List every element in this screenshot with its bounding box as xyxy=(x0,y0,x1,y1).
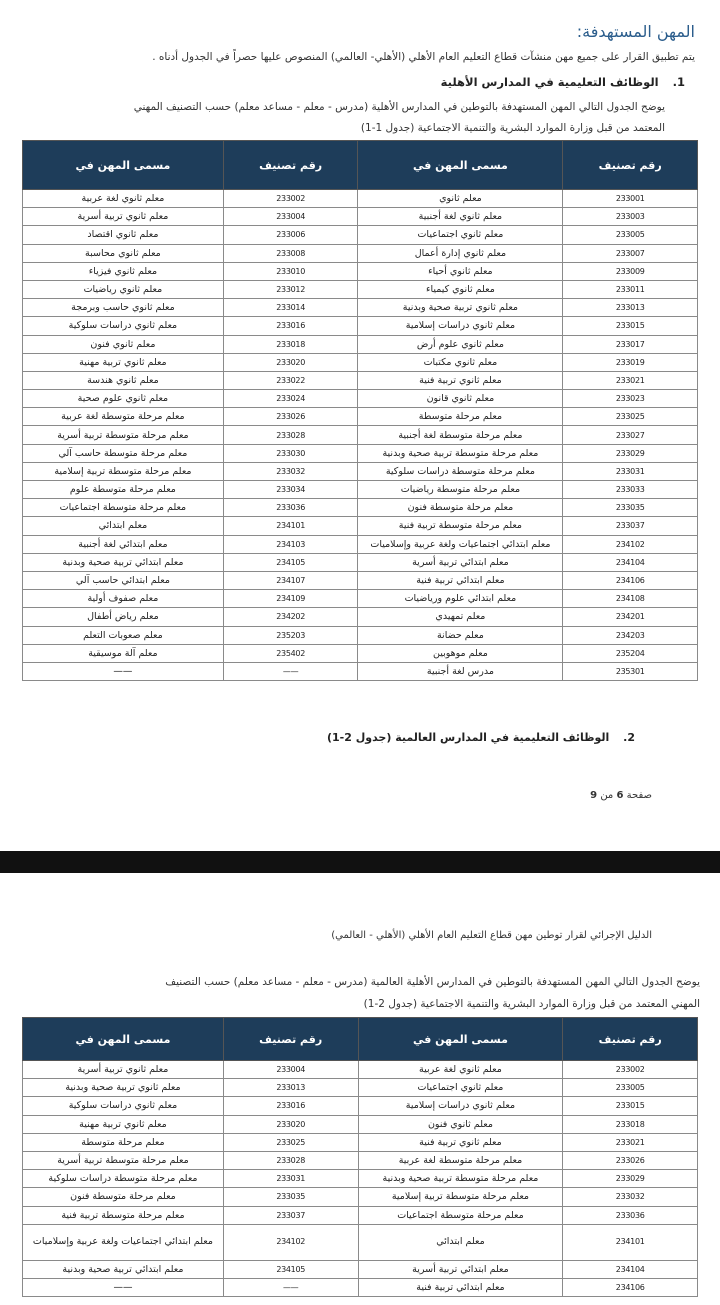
occupation-title-cell: معلم حضانة xyxy=(358,626,563,644)
section1-heading xyxy=(45,75,685,89)
occupation-title-cell: معلم ثانوي دراسات سلوكية xyxy=(23,317,224,335)
classification-number-cell: 234104 xyxy=(563,1261,698,1279)
occupation-title-cell: معلم ثانوي تربية أسرية xyxy=(23,208,224,226)
section2-title: الوظائف التعليمية في المدارس العالمية (جدول 2-1) xyxy=(326,731,610,744)
classification-number-cell: 233002 xyxy=(563,1061,698,1079)
table-row xyxy=(23,190,698,208)
classification-number-cell: 233028 xyxy=(223,1151,358,1169)
classification-number-cell: 233031 xyxy=(563,462,698,480)
classification-number-cell: 234106 xyxy=(563,1279,698,1297)
table-row xyxy=(23,1079,698,1097)
classification-number-cell: —— xyxy=(223,1279,358,1297)
table-row xyxy=(23,499,698,517)
occupation-title-cell: —— xyxy=(23,1279,224,1297)
classification-number-cell: 233030 xyxy=(223,444,358,462)
jobs-table-local-schools xyxy=(22,140,698,681)
classification-number-cell: 233027 xyxy=(563,426,698,444)
occupation-title-cell: معلم ثانوي حاسب وبرمجة xyxy=(23,299,224,317)
table-row xyxy=(23,590,698,608)
occupation-title-cell: معلم مرحلة متوسطة دراسات سلوكية xyxy=(358,462,563,480)
classification-number-cell: 233002 xyxy=(223,190,358,208)
classification-number-cell: 234105 xyxy=(223,1261,358,1279)
occupation-title-cell: معلم ثانوي اجتماعيات xyxy=(358,1079,563,1097)
page-title: المهن المستهدفة: xyxy=(576,22,695,41)
classification-number-cell: 233005 xyxy=(563,1079,698,1097)
classification-number-cell: —— xyxy=(223,662,358,680)
table-row xyxy=(23,444,698,462)
classification-number-cell: 234106 xyxy=(563,571,698,589)
classification-number-cell: 234107 xyxy=(223,571,358,589)
occupation-title-cell: معلم ثانوي تربية صحية وبدنية xyxy=(23,1079,224,1097)
occupation-title-cell: معلم ثانوي رياضيات xyxy=(23,280,224,298)
occupation-title-cell: معلم ثانوي فنون xyxy=(23,335,224,353)
occupation-title-cell: معلم ثانوي دراسات سلوكية xyxy=(23,1097,224,1115)
occupation-title-cell: مدرس لغة أجنبية xyxy=(358,662,563,680)
classification-number-cell: 233018 xyxy=(563,1115,698,1133)
table-row xyxy=(23,626,698,644)
occupation-title-cell: معلم ثانوي تربية مهنية xyxy=(23,1115,224,1133)
occupation-title-cell: معلم ثانوي قانون xyxy=(358,390,563,408)
section2-number: 2. xyxy=(623,731,635,744)
occupation-title-cell: معلم مرحلة متوسطة تربية فنية xyxy=(358,517,563,535)
table-row xyxy=(23,1151,698,1169)
classification-number-cell: 233014 xyxy=(223,299,358,317)
occupation-title-cell: معلم ثانوي كيمياء xyxy=(358,280,563,298)
occupation-title-cell: معلم مرحلة متوسطة تربية إسلامية xyxy=(358,1188,563,1206)
classification-number-cell: 233007 xyxy=(563,244,698,262)
classification-number-cell: 233023 xyxy=(563,390,698,408)
classification-number-cell: 233037 xyxy=(223,1206,358,1224)
occupation-title-cell: معلم صعوبات التعلم xyxy=(23,626,224,644)
intro-paragraph: يتم تطبيق القرار على جميع مهن منشآت قطاع التعليم العام الأهلي (الأهلي- العالمي) المنصوص عليها حصراً في الجدول أدناه . xyxy=(152,51,695,63)
occupation-title-cell: معلم ثانوي تربية مهنية xyxy=(23,353,224,371)
classification-number-cell: 233029 xyxy=(563,444,698,462)
occupation-title-cell: معلم ثانوي تربية فنية xyxy=(358,371,563,389)
classification-number-cell: 233018 xyxy=(223,335,358,353)
occupation-title-cell: معلم ابتدائي علوم ورياضيات xyxy=(358,590,563,608)
classification-number-cell: 233019 xyxy=(563,353,698,371)
table-row xyxy=(23,1261,698,1279)
table-row xyxy=(23,1206,698,1224)
classification-number-cell: 233016 xyxy=(223,1097,358,1115)
classification-number-cell: 235204 xyxy=(563,644,698,662)
occupation-title-cell: —— xyxy=(23,662,224,680)
occupation-title-cell: معلم ثانوي إدارة أعمال xyxy=(358,244,563,262)
classification-number-cell: 234203 xyxy=(563,626,698,644)
occupation-title-cell: معلم ابتدائي اجتماعيات ولغة عربية وإسلاميات xyxy=(358,535,563,553)
classification-number-cell: 234201 xyxy=(563,608,698,626)
table-row xyxy=(23,208,698,226)
classification-number-cell: 233024 xyxy=(223,390,358,408)
occupation-title-cell: معلم ثانوي اقتصاد xyxy=(23,226,224,244)
occupation-title-cell: معلم ابتدائي xyxy=(23,517,224,535)
occupation-title-cell: معلم ثانوي xyxy=(358,190,563,208)
occupation-title-cell: معلم مرحلة متوسطة فنون xyxy=(358,499,563,517)
classification-number-cell: 234103 xyxy=(223,535,358,553)
occupation-title-cell: معلم مرحلة متوسطة تربية أسرية xyxy=(23,1151,224,1169)
occupation-title-cell: معلم ابتدائي لغة أجنبية xyxy=(23,535,224,553)
occupation-title-cell: معلم ثانوي لغة أجنبية xyxy=(358,208,563,226)
occupation-title-cell: معلم مرحلة متوسطة تربية فنية xyxy=(23,1206,224,1224)
section1-number: 1. xyxy=(672,75,685,89)
classification-number-cell: 233022 xyxy=(223,371,358,389)
header-occupation-title: مسمى المهن في xyxy=(358,1018,563,1061)
page2-paragraph-line2: المهني المعتمد من قبل وزارة الموارد البشرية والتنمية الاجتماعية (جدول 2-1) xyxy=(363,998,700,1010)
table-row xyxy=(23,299,698,317)
classification-number-cell: 234105 xyxy=(223,553,358,571)
classification-number-cell: 233003 xyxy=(563,208,698,226)
section1-title: الوظائف التعليمية في المدارس الأهلية xyxy=(440,75,659,89)
header-classification-number: رقم تصنيف xyxy=(223,1018,358,1061)
occupation-title-cell: معلم ابتدائي تربية صحية وبدنية xyxy=(23,1261,224,1279)
table-row xyxy=(23,353,698,371)
classification-number-cell: 233025 xyxy=(223,1133,358,1151)
classification-number-cell: 233020 xyxy=(223,1115,358,1133)
classification-number-cell: 233032 xyxy=(223,462,358,480)
occupation-title-cell: معلم مرحلة متوسطة حاسب آلي xyxy=(23,444,224,462)
header-occupation-title: مسمى المهن في xyxy=(23,1018,224,1061)
header-occupation-title: مسمى المهن في xyxy=(23,141,224,190)
classification-number-cell: 234102 xyxy=(223,1224,358,1260)
occupation-title-cell: معلم ابتدائي تربية صحية وبدنية xyxy=(23,553,224,571)
occupation-title-cell: معلم ثانوي فيزياء xyxy=(23,262,224,280)
occupation-title-cell: معلم ثانوي دراسات إسلامية xyxy=(358,317,563,335)
classification-number-cell: 233035 xyxy=(223,1188,358,1206)
classification-number-cell: 233016 xyxy=(223,317,358,335)
occupation-title-cell: معلم مرحلة متوسطة لغة أجنبية xyxy=(358,426,563,444)
page-total: 9 xyxy=(590,790,598,801)
table-row xyxy=(23,226,698,244)
occupation-title-cell: معلم موهوبين xyxy=(358,644,563,662)
occupation-title-cell: معلم مرحلة متوسطة تربية أسرية xyxy=(23,426,224,444)
classification-number-cell: 233011 xyxy=(563,280,698,298)
occupation-title-cell: معلم ثانوي لغة عربية xyxy=(358,1061,563,1079)
classification-number-cell: 233015 xyxy=(563,317,698,335)
occupation-title-cell: معلم مرحلة متوسطة تربية صحية وبدنية xyxy=(358,1170,563,1188)
classification-number-cell: 235203 xyxy=(223,626,358,644)
page-label: صفحة xyxy=(626,790,652,801)
occupation-title-cell: معلم مرحلة متوسطة لغة عربية xyxy=(358,1151,563,1169)
classification-number-cell: 233025 xyxy=(563,408,698,426)
occupation-title-cell: معلم ابتدائي اجتماعيات ولغة عربية وإسلاميات xyxy=(23,1224,224,1260)
classification-number-cell: 233005 xyxy=(563,226,698,244)
page2-paragraph-line1: يوضح الجدول التالي المهن المستهدفة بالتوطين في المدارس الأهلية العالمية (مدرس - معلم - مساعد معلم) حسب التصنيف xyxy=(165,976,700,988)
classification-number-cell: 233036 xyxy=(563,1206,698,1224)
occupation-title-cell: معلم ثانوي علوم صحية xyxy=(23,390,224,408)
table-row xyxy=(23,535,698,553)
page-of: من xyxy=(600,790,614,801)
occupation-title-cell: معلم رياض أطفال xyxy=(23,608,224,626)
occupation-title-cell: معلم مرحلة متوسطة فنون xyxy=(23,1188,224,1206)
occupation-title-cell: معلم ابتدائي حاسب آلي xyxy=(23,571,224,589)
table-row xyxy=(23,608,698,626)
classification-number-cell: 233026 xyxy=(563,1151,698,1169)
occupation-title-cell: معلم مرحلة متوسطة لغة عربية xyxy=(23,408,224,426)
classification-number-cell: 233033 xyxy=(563,481,698,499)
classification-number-cell: 233004 xyxy=(223,1061,358,1079)
occupation-title-cell: معلم مرحلة متوسطة تربية صحية وبدنية xyxy=(358,444,563,462)
classification-number-cell: 233021 xyxy=(563,371,698,389)
classification-number-cell: 233008 xyxy=(223,244,358,262)
occupation-title-cell: معلم مرحلة متوسطة اجتماعيات xyxy=(23,499,224,517)
table-row xyxy=(23,371,698,389)
table-row xyxy=(23,481,698,499)
occupation-title-cell: معلم ابتدائي تربية أسرية xyxy=(358,553,563,571)
classification-number-cell: 234108 xyxy=(563,590,698,608)
occupation-title-cell: معلم مرحلة متوسطة اجتماعيات xyxy=(358,1206,563,1224)
table-row xyxy=(23,280,698,298)
header-occupation-title: مسمى المهن في xyxy=(358,141,563,190)
page2-running-header: الدليل الإجرائي لقرار توطين مهن قطاع التعليم العام الأهلي (الأهلي - العالمي) xyxy=(331,930,652,941)
classification-number-cell: 235402 xyxy=(223,644,358,662)
occupation-title-cell: معلم ثانوي دراسات إسلامية xyxy=(358,1097,563,1115)
classification-number-cell: 233017 xyxy=(563,335,698,353)
classification-number-cell: 233036 xyxy=(223,499,358,517)
page-current: 6 xyxy=(616,790,624,801)
classification-number-cell: 234109 xyxy=(223,590,358,608)
header-classification-number: رقم تصنيف xyxy=(563,141,698,190)
classification-number-cell: 233009 xyxy=(563,262,698,280)
occupation-title-cell: معلم تمهيدي xyxy=(358,608,563,626)
table-row xyxy=(23,1188,698,1206)
classification-number-cell: 233020 xyxy=(223,353,358,371)
occupation-title-cell: معلم مرحلة متوسطة xyxy=(23,1133,224,1151)
classification-number-cell: 233029 xyxy=(563,1170,698,1188)
table-row xyxy=(23,1061,698,1079)
occupation-title-cell: معلم ثانوي هندسة xyxy=(23,371,224,389)
classification-number-cell: 235301 xyxy=(563,662,698,680)
table-row xyxy=(23,1279,698,1297)
classification-number-cell: 233028 xyxy=(223,426,358,444)
classification-number-cell: 233012 xyxy=(223,280,358,298)
header-classification-number: رقم تصنيف xyxy=(563,1018,698,1061)
classification-number-cell: 233006 xyxy=(223,226,358,244)
classification-number-cell: 233013 xyxy=(563,299,698,317)
page-divider xyxy=(0,851,720,873)
occupation-title-cell: معلم مرحلة متوسطة رياضيات xyxy=(358,481,563,499)
classification-number-cell: 233034 xyxy=(223,481,358,499)
table-row xyxy=(23,1115,698,1133)
classification-number-cell: 233010 xyxy=(223,262,358,280)
table-header-row xyxy=(23,141,698,190)
classification-number-cell: 234104 xyxy=(563,553,698,571)
occupation-title-cell: معلم ثانوي محاسبة xyxy=(23,244,224,262)
classification-number-cell: 233035 xyxy=(563,499,698,517)
table-row xyxy=(23,517,698,535)
table-header-row xyxy=(23,1018,698,1061)
occupation-title-cell: معلم ثانوي أحياء xyxy=(358,262,563,280)
occupation-title-cell: معلم ثانوي تربية فنية xyxy=(358,1133,563,1151)
classification-number-cell: 234101 xyxy=(223,517,358,535)
section2-heading xyxy=(75,731,635,744)
occupation-title-cell: معلم ثانوي مكتبات xyxy=(358,353,563,371)
occupation-title-cell: معلم مرحلة متوسطة علوم xyxy=(23,481,224,499)
page-number xyxy=(590,790,652,801)
occupation-title-cell: معلم ثانوي اجتماعيات xyxy=(358,226,563,244)
classification-number-cell: 233037 xyxy=(563,517,698,535)
section1-paragraph-line1: يوضح الجدول التالي المهن المستهدفة بالتوطين في المدارس الأهلية (مدرس - معلم - مساعد معلم) حسب التصنيف المهني xyxy=(133,101,665,113)
occupation-title-cell: معلم ثانوي تربية صحية وبدنية xyxy=(358,299,563,317)
occupation-title-cell: معلم مرحلة متوسطة تربية إسلامية xyxy=(23,462,224,480)
section1-paragraph-line2: المعتمد من قبل وزارة الموارد البشرية والتنمية الاجتماعية (جدول 1-1) xyxy=(360,122,665,134)
occupation-title-cell: معلم ابتدائي تربية فنية xyxy=(358,1279,563,1297)
table-row xyxy=(23,1097,698,1115)
occupation-title-cell: معلم ثانوي فنون xyxy=(358,1115,563,1133)
occupation-title-cell: معلم ثانوي لغة عربية xyxy=(23,190,224,208)
table-row xyxy=(23,390,698,408)
occupation-title-cell: معلم ثانوي تربية أسرية xyxy=(23,1061,224,1079)
classification-number-cell: 233013 xyxy=(223,1079,358,1097)
table-row xyxy=(23,408,698,426)
classification-number-cell: 233004 xyxy=(223,208,358,226)
occupation-title-cell: معلم مرحلة متوسطة دراسات سلوكية xyxy=(23,1170,224,1188)
classification-number-cell: 234101 xyxy=(563,1224,698,1260)
classification-number-cell: 234202 xyxy=(223,608,358,626)
table-row xyxy=(23,662,698,680)
classification-number-cell: 234102 xyxy=(563,535,698,553)
classification-number-cell: 233015 xyxy=(563,1097,698,1115)
table-row xyxy=(23,1133,698,1151)
occupation-title-cell: معلم مرحلة متوسطة xyxy=(358,408,563,426)
header-classification-number: رقم تصنيف xyxy=(223,141,358,190)
table-row xyxy=(23,1224,698,1260)
table-row xyxy=(23,462,698,480)
table-row xyxy=(23,571,698,589)
classification-number-cell: 233031 xyxy=(223,1170,358,1188)
table-row xyxy=(23,644,698,662)
table-row xyxy=(23,244,698,262)
jobs-table-international-schools xyxy=(22,1017,698,1297)
table-row xyxy=(23,1170,698,1188)
table-row xyxy=(23,335,698,353)
occupation-title-cell: معلم ابتدائي تربية أسرية xyxy=(358,1261,563,1279)
occupation-title-cell: معلم ابتدائي تربية فنية xyxy=(358,571,563,589)
classification-number-cell: 233001 xyxy=(563,190,698,208)
occupation-title-cell: معلم ابتدائي xyxy=(358,1224,563,1260)
occupation-title-cell: معلم صفوف أولية xyxy=(23,590,224,608)
table-row xyxy=(23,426,698,444)
classification-number-cell: 233021 xyxy=(563,1133,698,1151)
table-row xyxy=(23,262,698,280)
classification-number-cell: 233032 xyxy=(563,1188,698,1206)
table-row xyxy=(23,553,698,571)
table-row xyxy=(23,317,698,335)
classification-number-cell: 233026 xyxy=(223,408,358,426)
occupation-title-cell: معلم ثانوي علوم أرض xyxy=(358,335,563,353)
occupation-title-cell: معلم آلة موسيقية xyxy=(23,644,224,662)
